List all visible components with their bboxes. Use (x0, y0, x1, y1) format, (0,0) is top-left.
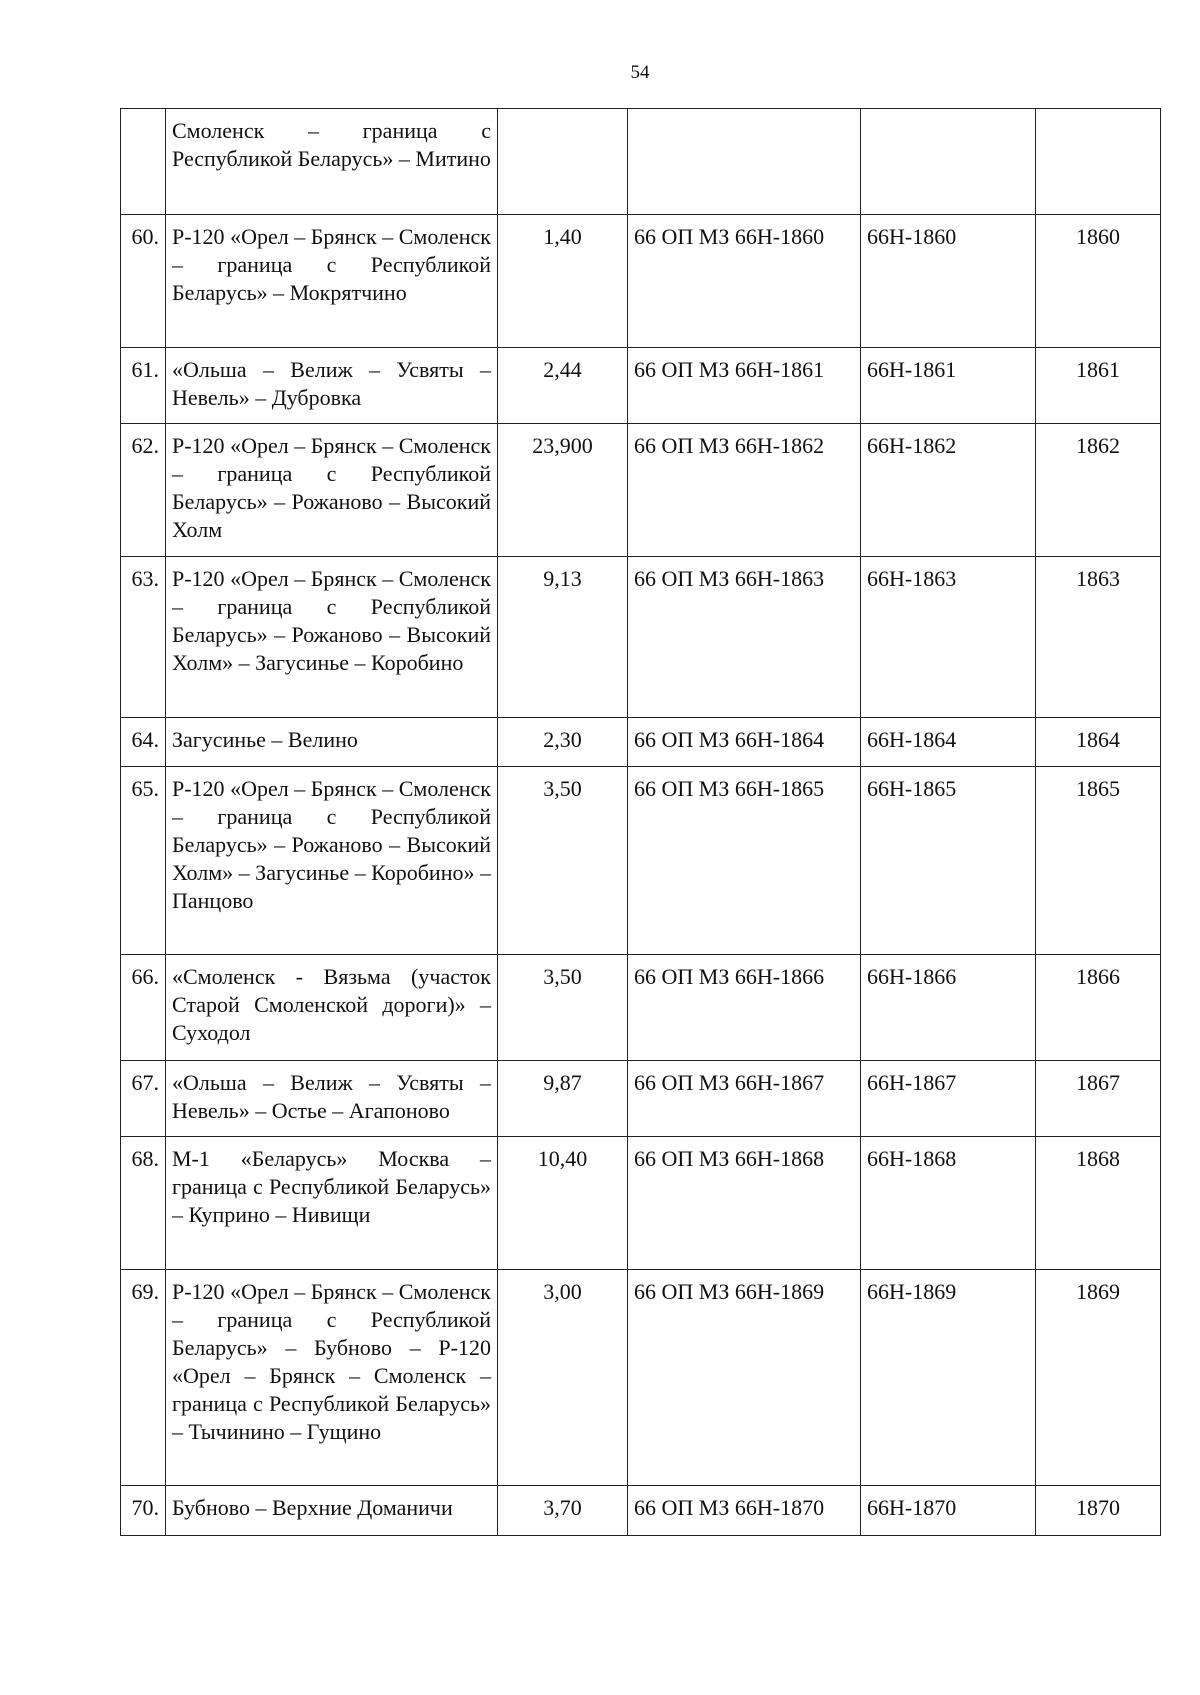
table-row (121, 424, 1161, 557)
road-name: Загусинье – Велино (166, 718, 498, 767)
road-id (628, 109, 861, 215)
road-length: 10,40 (498, 1137, 628, 1270)
road-length: 9,13 (498, 557, 628, 718)
road-length: 3,50 (498, 767, 628, 955)
road-reg-number: 1863 (1036, 557, 1161, 718)
road-reg-number: 1868 (1036, 1137, 1161, 1270)
road-name: М-1 «Беларусь» Москва – граница с Республикой Беларусь» – Куприно – Нивищи (166, 1137, 498, 1270)
road-reg-number: 1867 (1036, 1061, 1161, 1137)
road-id: 66 ОП МЗ 66Н-1866 (628, 955, 861, 1061)
table-row (121, 1137, 1161, 1270)
road-length: 2,30 (498, 718, 628, 767)
road-name: Р-120 «Орел – Брянск – Смоленск – граница с Республикой Беларусь» – Рожаново – Высокий Холм» – Загусинье – Коробино (166, 557, 498, 718)
road-reg-number (1036, 109, 1161, 215)
roads-table (120, 108, 1161, 1536)
road-name: Смоленск – граница с Республикой Беларусь» – Митино (166, 109, 498, 215)
road-code: 66Н-1867 (861, 1061, 1036, 1137)
road-code: 66Н-1869 (861, 1270, 1036, 1486)
row-number: 61. (121, 348, 166, 424)
road-id: 66 ОП МЗ 66Н-1870 (628, 1486, 861, 1536)
road-reg-number: 1860 (1036, 215, 1161, 348)
table-row (121, 109, 1161, 215)
road-id: 66 ОП МЗ 66Н-1867 (628, 1061, 861, 1137)
road-code: 66Н-1870 (861, 1486, 1036, 1536)
road-reg-number: 1870 (1036, 1486, 1161, 1536)
road-name: Р-120 «Орел – Брянск – Смоленск – граница с Республикой Беларусь» – Бубново – Р-120 «Орел – Брянск – Смоленск – граница с Республикой Беларусь» – Тычинино – Гущино (166, 1270, 498, 1486)
row-number: 66. (121, 955, 166, 1061)
road-code: 66Н-1868 (861, 1137, 1036, 1270)
road-name: Р-120 «Орел – Брянск – Смоленск – граница с Республикой Беларусь» – Мокрятчино (166, 215, 498, 348)
road-id: 66 ОП МЗ 66Н-1864 (628, 718, 861, 767)
road-length (498, 109, 628, 215)
road-code: 66Н-1866 (861, 955, 1036, 1061)
road-length: 9,87 (498, 1061, 628, 1137)
page-number: 54 (630, 62, 650, 83)
road-length: 2,44 (498, 348, 628, 424)
row-number: 67. (121, 1061, 166, 1137)
road-length: 3,70 (498, 1486, 628, 1536)
row-number: 62. (121, 424, 166, 557)
table-row (121, 1486, 1161, 1536)
road-reg-number: 1866 (1036, 955, 1161, 1061)
road-length: 23,900 (498, 424, 628, 557)
road-code: 66Н-1864 (861, 718, 1036, 767)
row-number: 68. (121, 1137, 166, 1270)
road-name: «Ольша – Велиж – Усвяты – Невель» – Остье – Агапоново (166, 1061, 498, 1137)
road-code (861, 109, 1036, 215)
road-id: 66 ОП МЗ 66Н-1861 (628, 348, 861, 424)
table-row (121, 955, 1161, 1061)
road-length: 3,50 (498, 955, 628, 1061)
road-reg-number: 1861 (1036, 348, 1161, 424)
road-id: 66 ОП МЗ 66Н-1862 (628, 424, 861, 557)
road-name: Р-120 «Орел – Брянск – Смоленск – граница с Республикой Беларусь» – Рожаново – Высокий Холм» – Загусинье – Коробино» – Панцово (166, 767, 498, 955)
row-number: 64. (121, 718, 166, 767)
table-row (121, 215, 1161, 348)
row-number: 60. (121, 215, 166, 348)
row-number: 69. (121, 1270, 166, 1486)
road-length: 3,00 (498, 1270, 628, 1486)
road-name: Р-120 «Орел – Брянск – Смоленск – граница с Республикой Беларусь» – Рожаново – Высокий Холм (166, 424, 498, 557)
table-row (121, 767, 1161, 955)
road-code: 66Н-1861 (861, 348, 1036, 424)
road-code: 66Н-1865 (861, 767, 1036, 955)
road-reg-number: 1864 (1036, 718, 1161, 767)
table-row (121, 348, 1161, 424)
table-row (121, 1061, 1161, 1137)
road-reg-number: 1869 (1036, 1270, 1161, 1486)
row-number: 70. (121, 1486, 166, 1536)
row-number (121, 109, 166, 215)
road-code: 66Н-1860 (861, 215, 1036, 348)
road-name: «Смоленск - Вязьма (участок Старой Смоленской дороги)» – Суходол (166, 955, 498, 1061)
row-number: 65. (121, 767, 166, 955)
road-code: 66Н-1863 (861, 557, 1036, 718)
road-id: 66 ОП МЗ 66Н-1863 (628, 557, 861, 718)
road-id: 66 ОП МЗ 66Н-1865 (628, 767, 861, 955)
road-id: 66 ОП МЗ 66Н-1868 (628, 1137, 861, 1270)
road-reg-number: 1865 (1036, 767, 1161, 955)
road-reg-number: 1862 (1036, 424, 1161, 557)
table-row (121, 718, 1161, 767)
road-name: «Ольша – Велиж – Усвяты – Невель» – Дубровка (166, 348, 498, 424)
table-row (121, 557, 1161, 718)
road-id: 66 ОП МЗ 66Н-1869 (628, 1270, 861, 1486)
road-code: 66Н-1862 (861, 424, 1036, 557)
road-length: 1,40 (498, 215, 628, 348)
table-row (121, 1270, 1161, 1486)
road-id: 66 ОП МЗ 66Н-1860 (628, 215, 861, 348)
row-number: 63. (121, 557, 166, 718)
road-name: Бубново – Верхние Доманичи (166, 1486, 498, 1536)
